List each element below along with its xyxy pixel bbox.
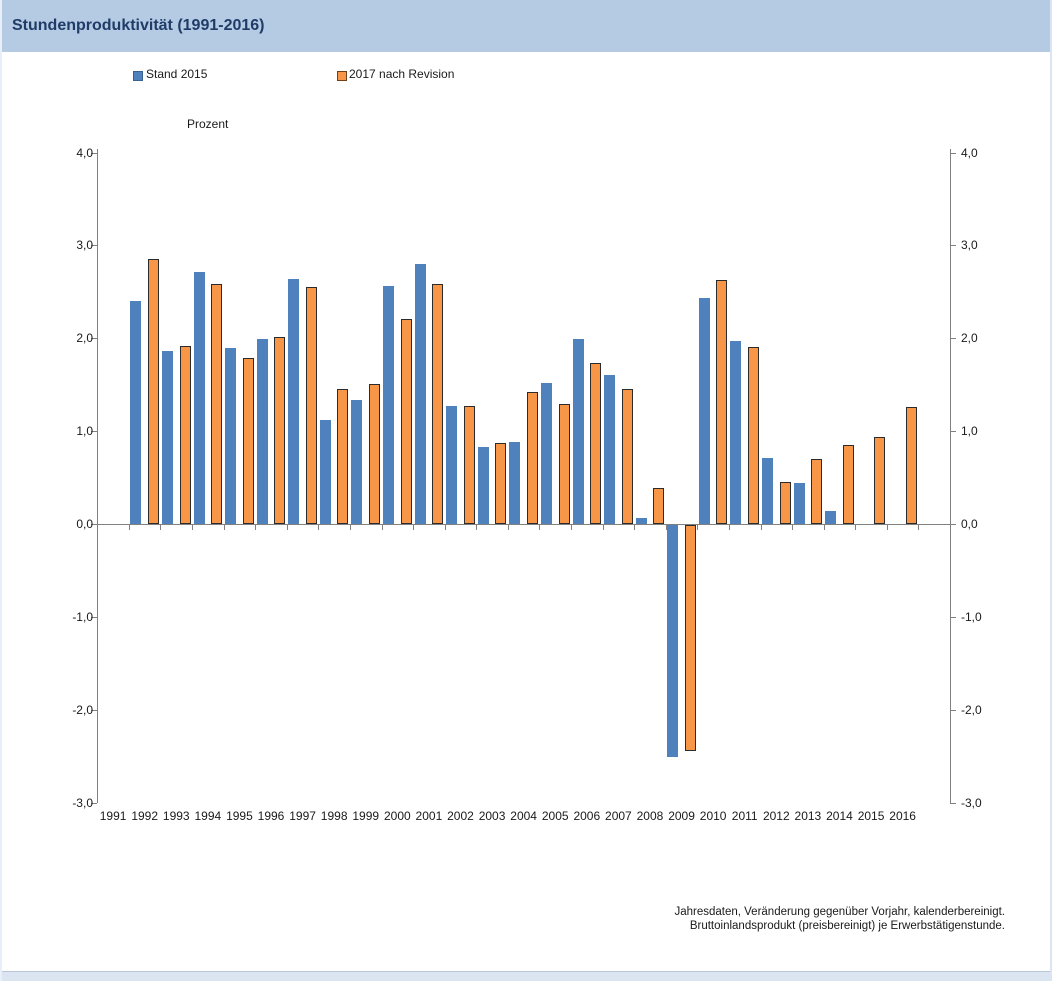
bar-2017-nach-revision-2004: [527, 392, 538, 524]
y-axis-label-right: 3,0: [961, 238, 978, 253]
x-tick: [855, 525, 856, 530]
bar-stand-2015-2005: [541, 383, 552, 524]
y-axis-label-right: -3,0: [961, 795, 982, 810]
x-axis-label-1993: 1993: [162, 809, 190, 823]
bar-stand-2015-2007: [604, 375, 615, 524]
bar-stand-2015-2008: [636, 518, 647, 524]
x-tick: [824, 525, 825, 530]
bar-stand-2015-1992: [130, 301, 141, 524]
bar-2017-nach-revision-2006: [590, 363, 601, 524]
y-axis-label-left: -1,0: [72, 609, 93, 624]
bar-2017-nach-revision-1998: [337, 389, 348, 524]
x-axis-label-1994: 1994: [194, 809, 222, 823]
bar-stand-2015-1998: [320, 420, 331, 524]
x-tick: [224, 525, 225, 530]
y-axis-label-left: 2,0: [76, 331, 93, 346]
x-tick: [729, 525, 730, 530]
footnote-line-1: Jahresdaten, Veränderung gegenüber Vorjahr, kalenderbereinigt.: [674, 906, 1005, 918]
bar-stand-2015-2012: [762, 458, 773, 524]
legend-swatch-stand-2015: [133, 71, 143, 81]
x-tick: [761, 525, 762, 530]
x-axis-label-2003: 2003: [478, 809, 506, 823]
bar-stand-2015-2001: [415, 264, 426, 524]
bar-2017-nach-revision-2000: [401, 319, 412, 524]
bar-2017-nach-revision-2013: [811, 459, 822, 524]
bar-stand-2015-1995: [225, 348, 236, 524]
x-tick: [603, 525, 604, 530]
y-axis-label-right: 4,0: [961, 145, 978, 160]
bar-stand-2015-2006: [573, 339, 584, 524]
x-axis-label-1996: 1996: [257, 809, 285, 823]
x-tick: [571, 525, 572, 530]
y-axis-label-right: 1,0: [961, 424, 978, 439]
bar-2017-nach-revision-2010: [716, 280, 727, 524]
bar-2017-nach-revision-2005: [559, 404, 570, 524]
y-tick-right--3,0: [950, 803, 956, 804]
y-axis-label-right: 0,0: [961, 517, 978, 531]
x-tick: [697, 525, 698, 530]
bottom-border-strip: [2, 971, 1050, 981]
x-tick: [792, 525, 793, 530]
bar-2017-nach-revision-2001: [432, 284, 443, 524]
y-axis-label-right: -2,0: [961, 702, 982, 717]
bar-2017-nach-revision-1995: [243, 358, 254, 524]
bar-stand-2015-2009: [667, 525, 678, 757]
x-tick: [634, 525, 635, 530]
bar-2017-nach-revision-2007: [622, 389, 633, 524]
x-axis-label-2014: 2014: [826, 809, 853, 823]
bar-2017-nach-revision-1994: [211, 284, 222, 524]
bar-2017-nach-revision-2016: [906, 407, 917, 524]
x-tick: [476, 525, 477, 530]
x-axis-label-1995: 1995: [226, 809, 253, 823]
bar-stand-2015-2013: [794, 483, 805, 524]
y-axis-left-line: [97, 149, 98, 803]
x-tick: [445, 525, 446, 530]
bar-2017-nach-revision-2014: [843, 445, 854, 524]
x-axis-label-2009: 2009: [668, 809, 695, 823]
y-tick-right--2,0: [950, 710, 956, 711]
y-axis-label-left: -2,0: [72, 702, 93, 717]
bar-2017-nach-revision-1999: [369, 384, 380, 524]
y-tick-right-2,0: [950, 338, 956, 339]
x-axis-label-2011: 2011: [731, 809, 758, 823]
x-tick: [918, 525, 919, 530]
bar-stand-2015-2010: [699, 298, 710, 524]
bar-2017-nach-revision-2015: [874, 437, 885, 524]
footnote: [674, 906, 1005, 933]
x-tick: [192, 525, 193, 530]
y-axis-label-left: 1,0: [76, 424, 93, 439]
x-axis-label-2016: 2016: [889, 809, 916, 823]
y-tick-right-0,0: [950, 524, 956, 525]
bar-stand-2015-1994: [194, 272, 205, 524]
x-axis-label-2012: 2012: [762, 809, 790, 823]
bar-2017-nach-revision-1996: [274, 337, 285, 524]
y-tick-right--1,0: [950, 617, 956, 618]
x-axis-label-2010: 2010: [699, 809, 727, 823]
y-axis-unit-label: Prozent: [187, 117, 229, 131]
bar-2017-nach-revision-1997: [306, 287, 317, 524]
bar-stand-2015-2000: [383, 286, 394, 524]
x-tick: [350, 525, 351, 530]
x-axis-label-2006: 2006: [573, 809, 601, 823]
bar-2017-nach-revision-2008: [653, 488, 664, 524]
legend-swatch-2017-nach-revision: [337, 71, 347, 81]
bar-stand-2015-2004: [509, 442, 520, 524]
bar-2017-nach-revision-1992: [148, 259, 159, 524]
x-axis-label-1998: 1998: [320, 809, 348, 823]
bar-stand-2015-2003: [478, 447, 489, 524]
y-axis-label-right: -1,0: [961, 609, 982, 624]
x-axis-label-1997: 1997: [289, 809, 316, 823]
bar-stand-2015-1993: [162, 351, 173, 524]
x-tick: [129, 525, 130, 530]
bar-stand-2015-2002: [446, 406, 457, 524]
x-axis-label-2002: 2002: [447, 809, 474, 823]
x-tick: [508, 525, 509, 530]
y-axis-label-right: 2,0: [961, 331, 978, 346]
x-axis-label-2000: 2000: [383, 809, 411, 823]
x-axis-label-2015: 2015: [857, 809, 885, 823]
x-tick: [887, 525, 888, 530]
bar-2017-nach-revision-2002: [464, 406, 475, 524]
bar-stand-2015-1999: [351, 400, 362, 524]
bar-stand-2015-1996: [257, 339, 268, 524]
y-axis-label-left: 0,0: [76, 517, 93, 531]
footnote-line-2: Bruttoinlandsprodukt (preisbereinigt) je Erwerbstätigenstunde.: [689, 919, 1005, 932]
x-axis-label-1992: 1992: [131, 809, 159, 823]
x-axis-label-2005: 2005: [541, 809, 569, 823]
bar-2017-nach-revision-1993: [180, 346, 191, 524]
bar-2017-nach-revision-2003: [495, 443, 506, 524]
chart-title: Stundenproduktivität (1991-2016): [12, 17, 265, 34]
bar-stand-2015-2014: [825, 511, 836, 524]
y-tick-right-3,0: [950, 245, 956, 246]
x-tick: [160, 525, 161, 530]
bar-stand-2015-1997: [288, 279, 299, 524]
x-axis-label-2001: 2001: [415, 809, 443, 823]
x-axis-label-1999: 1999: [352, 809, 380, 823]
legend-label-2017-nach-revision: 2017 nach Revision: [349, 67, 455, 81]
x-axis-label-2007: 2007: [605, 809, 632, 823]
y-tick-right-1,0: [950, 431, 956, 432]
x-tick: [539, 525, 540, 530]
bar-2017-nach-revision-2012: [780, 482, 791, 524]
x-axis-label-2004: 2004: [510, 809, 537, 823]
x-tick: [318, 525, 319, 530]
y-axis-right-line: [950, 149, 951, 803]
y-axis-label-left: -3,0: [72, 795, 93, 810]
y-axis-label-left: 4,0: [76, 145, 93, 160]
y-axis-label-left: 3,0: [76, 238, 93, 253]
x-tick: [413, 525, 414, 530]
x-axis-label-1991: 1991: [99, 809, 127, 823]
x-tick: [382, 525, 383, 530]
bar-2017-nach-revision-2011: [748, 347, 759, 524]
x-tick: [287, 525, 288, 530]
x-tick: [255, 525, 256, 530]
y-tick-right-4,0: [950, 153, 956, 154]
bar-stand-2015-2011: [730, 341, 741, 524]
legend-label-stand-2015: Stand 2015: [146, 67, 208, 81]
x-axis-label-2008: 2008: [636, 809, 664, 823]
bar-2017-nach-revision-2009: [685, 525, 696, 751]
x-axis-label-2013: 2013: [794, 809, 822, 823]
title-bar: [2, 0, 1050, 52]
